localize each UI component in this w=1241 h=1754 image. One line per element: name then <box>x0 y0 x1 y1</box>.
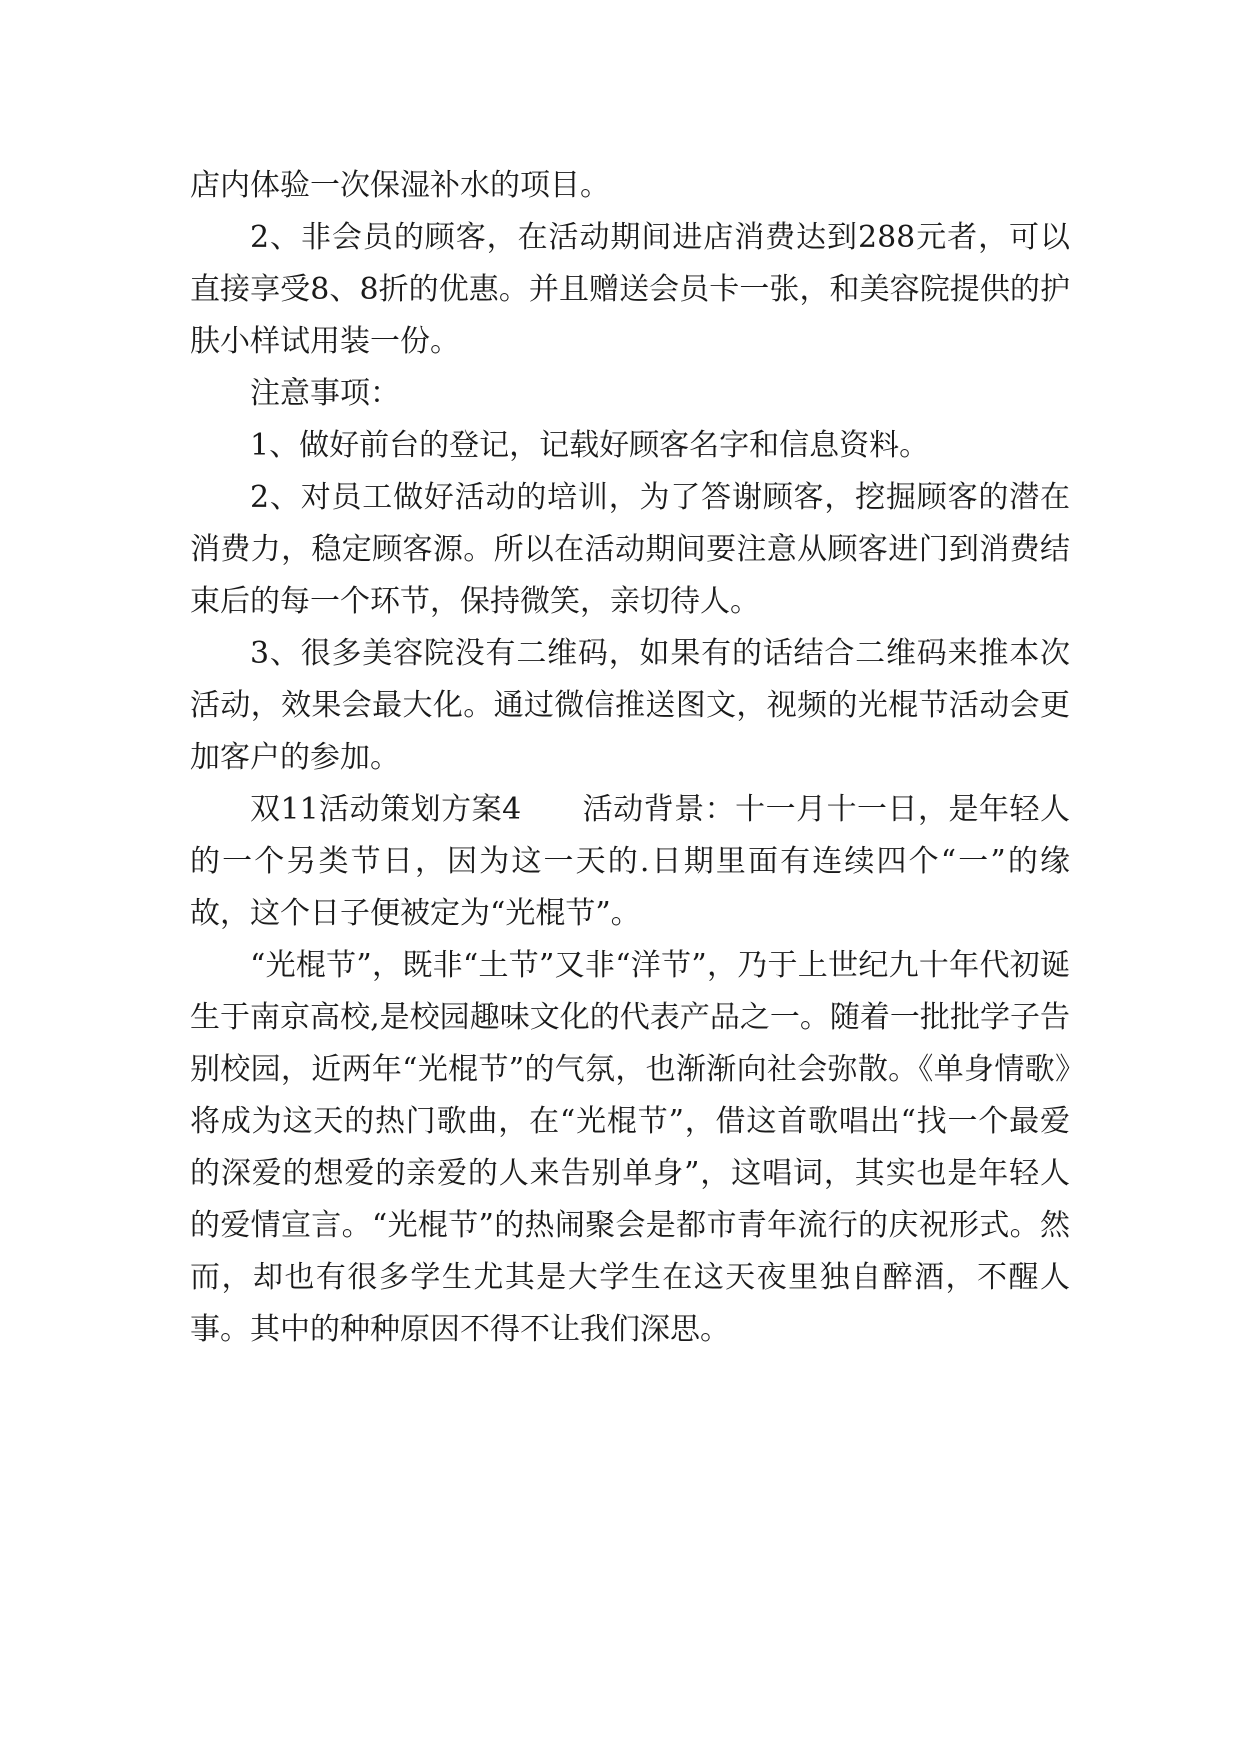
paragraph-singles-day-history: “光棍节”，既非“土节”又非“洋节”，乃于上世纪九十年代初诞生于南京高校,是校园趣味文化的代表产品之一。随着一批批学子告别校园，近两年“光棍节”的气氛，也渐渐向社会弥散。《单身情歌》将成为这天的热门歌曲，在“光棍节”，借这首歌唱出“找一个最爱的深爱的想爱的亲爱的人来告别单身”，这唱词，其实也是年轻人的爱情宣言。“光棍节”的热闹聚会是都市青年流行的庆祝形式。然而，却也有很多学生尤其是大学生在这天夜里独自醉酒，不醒人事。其中的种种原因不得不让我们深思。 <box>190 948 1070 1347</box>
paragraph-non-member-offer: 2、非会员的顾客，在活动期间进店消费达到288元者，可以直接享受8、8折的优惠。并且赠送会员卡一张，和美容院提供的护肤小样试用装一份。 <box>190 220 1070 359</box>
paragraph-notes-heading: 注意事项： <box>250 376 400 411</box>
paragraph-continuation: 店内体验一次保湿补水的项目。 <box>190 168 610 203</box>
paragraph-note-1: 1、做好前台的登记，记载好顾客名字和信息资料。 <box>250 428 930 463</box>
document-body <box>190 160 1070 1356</box>
paragraph-note-3: 3、很多美容院没有二维码，如果有的话结合二维码来推本次活动，效果会最大化。通过微信推送图文，视频的光棍节活动会更加客户的参加。 <box>190 636 1070 775</box>
paragraph-plan-4-background: 双11活动策划方案4 活动背景：十一月十一日，是年轻人的一个另类节日，因为这一天的.日期里面有连续四个“一”的缘故，这个日子便被定为“光棍节”。 <box>190 792 1070 931</box>
paragraph-note-2: 2、对员工做好活动的培训，为了答谢顾客，挖掘顾客的潜在消费力，稳定顾客源。所以在活动期间要注意从顾客进门到消费结束后的每一个环节，保持微笑，亲切待人。 <box>190 480 1070 619</box>
